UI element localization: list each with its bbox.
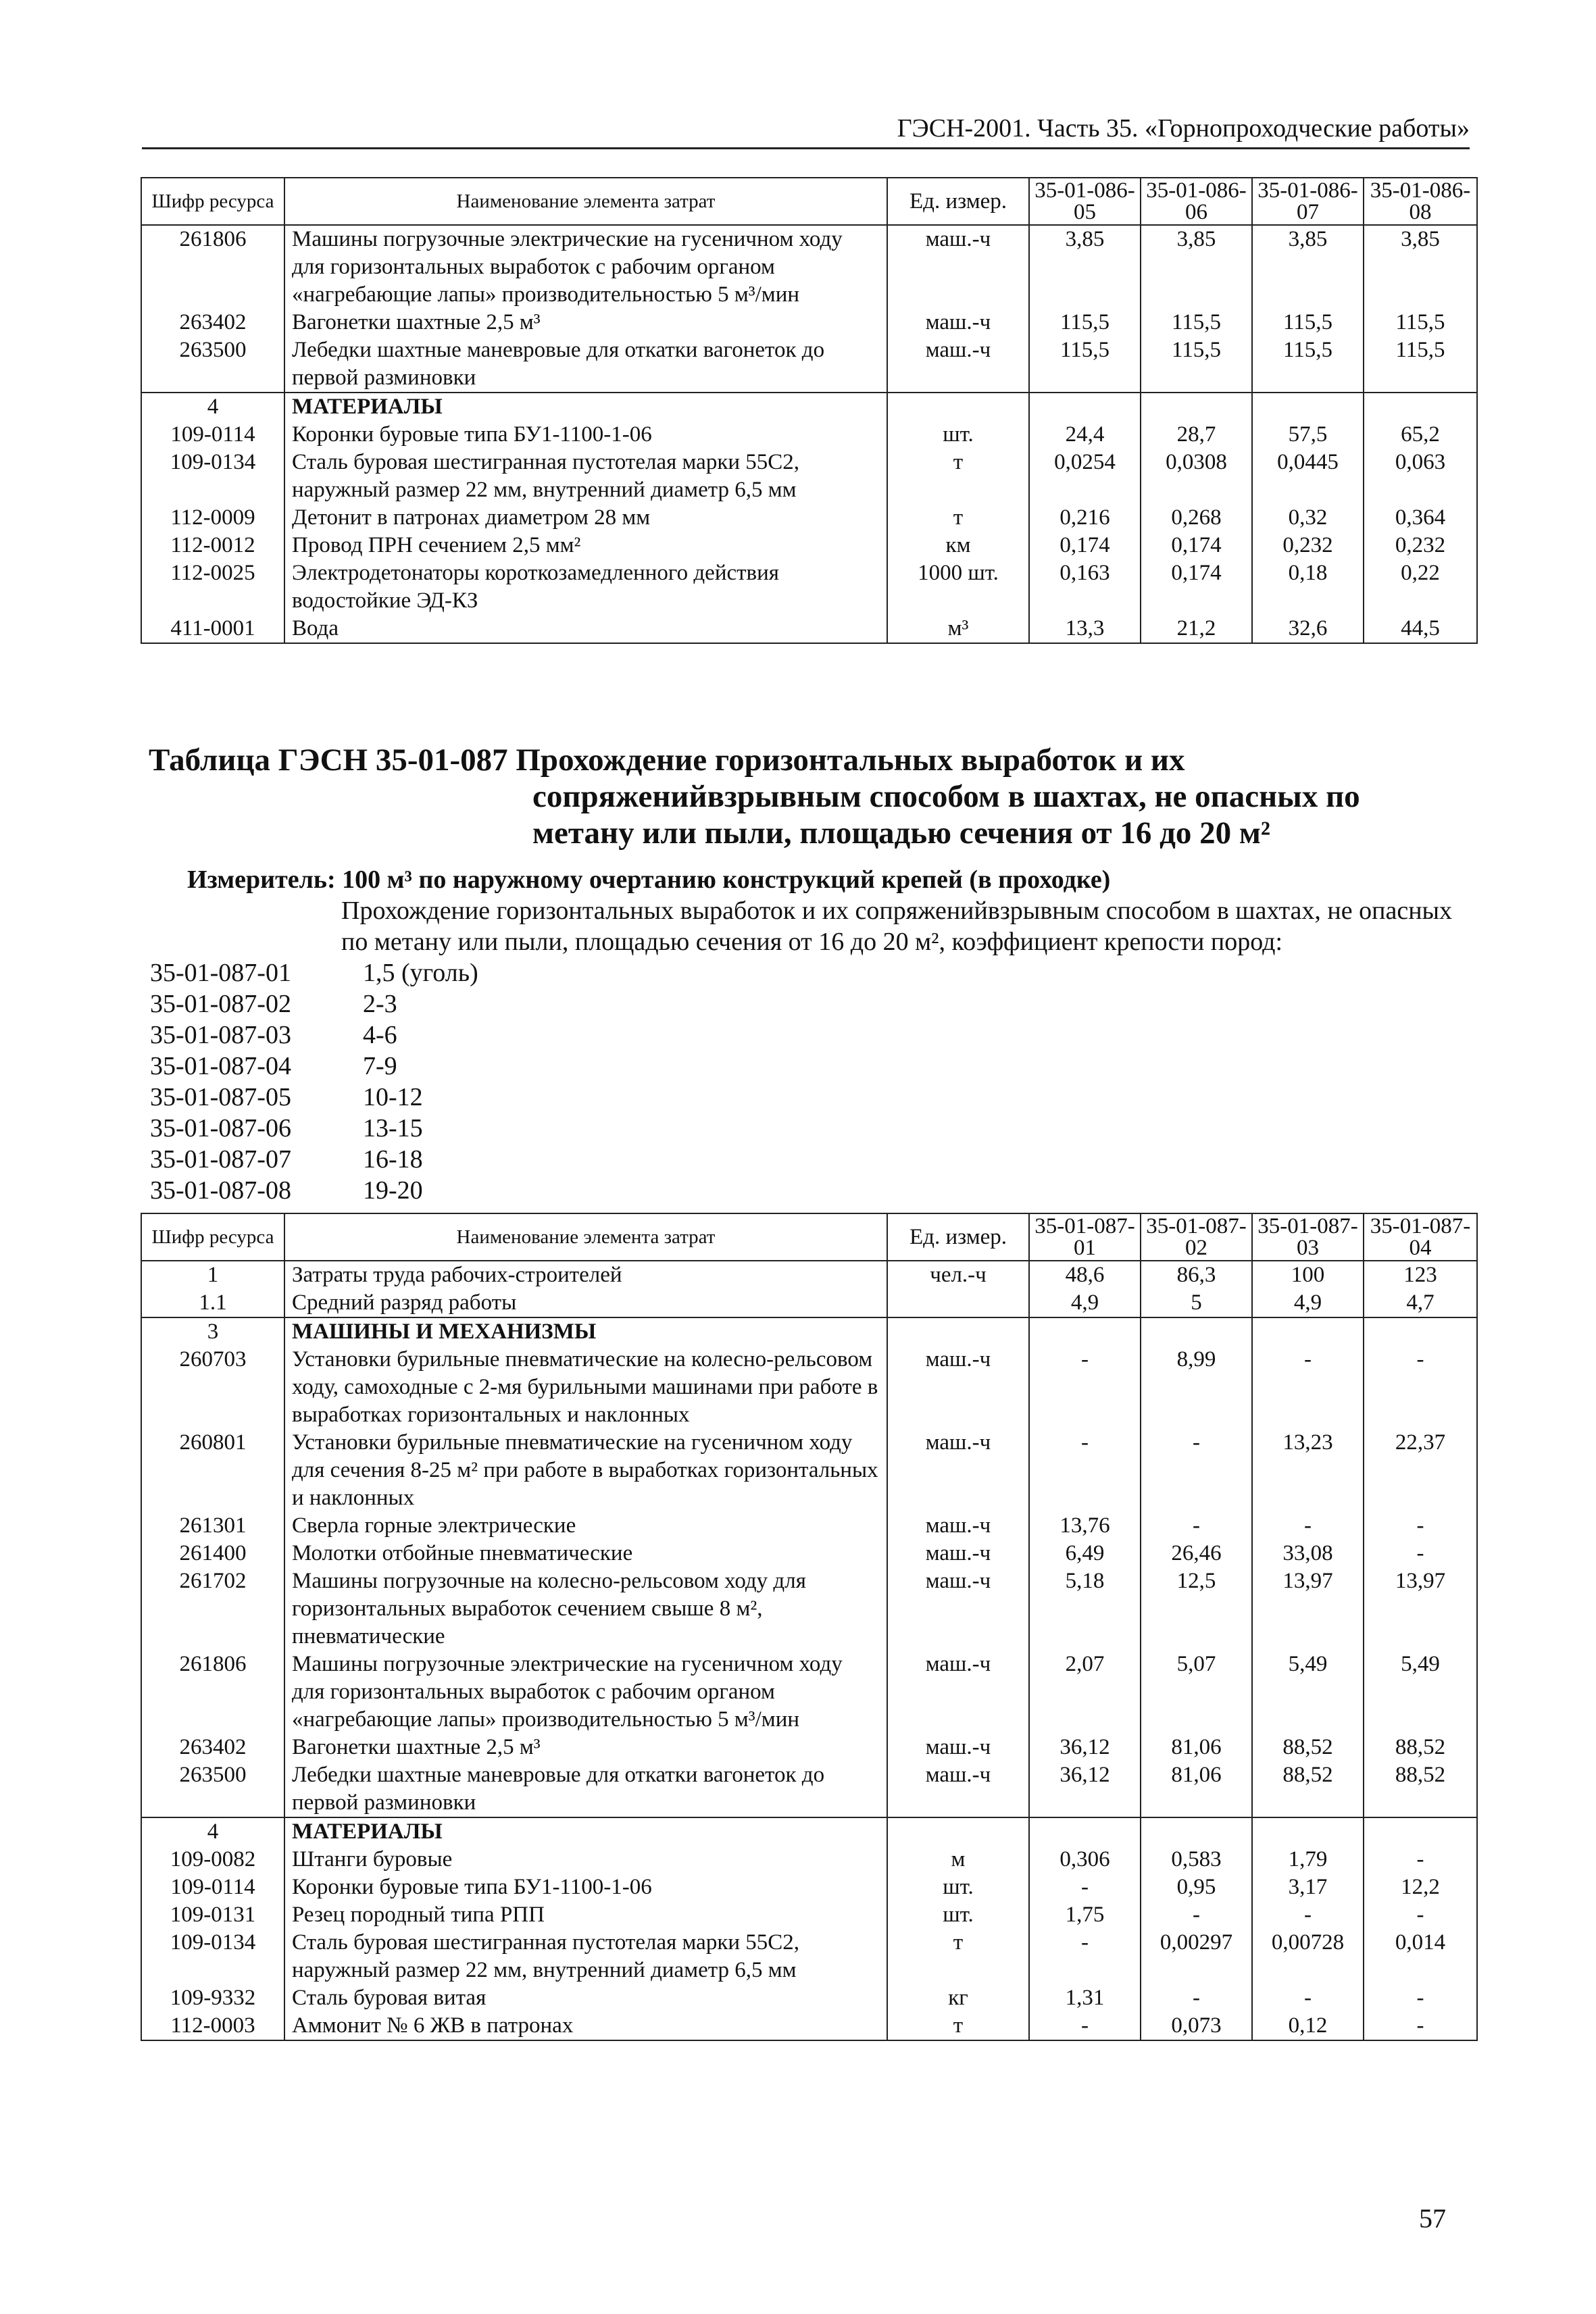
cell-value: - xyxy=(1252,1984,1364,2012)
cell-value: 13,76 xyxy=(1029,1512,1141,1540)
cell-code: 109-0114 xyxy=(141,421,284,449)
cell-value: - xyxy=(1141,1901,1252,1929)
code-list-item xyxy=(150,988,478,1020)
cell-code: 112-0012 xyxy=(141,532,284,559)
cell-unit: т xyxy=(887,2012,1029,2040)
cell-value: - xyxy=(1252,1346,1364,1429)
cell-name: Провод ПРН сечением 2,5 мм² xyxy=(284,532,887,559)
table-row xyxy=(141,1651,1477,1734)
cell-value: 57,5 xyxy=(1252,421,1364,449)
cell-value: - xyxy=(1141,1984,1252,2012)
title-line-3: метану или пыли, площадью сечения от 16 до 20 м² xyxy=(532,815,1270,851)
item-value: 4-6 xyxy=(363,1021,397,1049)
cell-value xyxy=(1141,1817,1252,1846)
resource-table-086 xyxy=(141,177,1478,644)
table-row xyxy=(141,1734,1477,1761)
cell-name: Коронки буровые типа БУ1-1100-1-06 xyxy=(284,421,887,449)
cell-name: Коронки буровые типа БУ1-1100-1-06 xyxy=(284,1873,887,1901)
item-value: 1,5 (уголь) xyxy=(363,959,478,987)
cell-value: 5,07 xyxy=(1141,1651,1252,1734)
cell-value: 0,268 xyxy=(1141,504,1252,532)
table-row xyxy=(141,449,1477,504)
cell-unit: км xyxy=(887,532,1029,559)
cell-value: - xyxy=(1252,1901,1364,1929)
cell-value: 0,364 xyxy=(1364,504,1477,532)
table-row xyxy=(141,2012,1477,2040)
cell-value: 88,52 xyxy=(1364,1734,1477,1761)
cell-unit: маш.-ч xyxy=(887,336,1029,393)
cell-code: 109-0131 xyxy=(141,1901,284,1929)
cell-name: МАТЕРИАЛЫ xyxy=(284,393,887,421)
cell-value: 48,6 xyxy=(1029,1261,1141,1289)
code-list-item xyxy=(150,1175,478,1206)
cell-value: 3,85 xyxy=(1252,225,1364,309)
cell-name: Машины погрузочные на колесно-рельсовом ходу для горизонтальных выработок сечением свыше 8 м², пневматические xyxy=(284,1567,887,1651)
cell-unit: т xyxy=(887,504,1029,532)
cell-unit xyxy=(887,1289,1029,1317)
cell-value: - xyxy=(1364,1346,1477,1429)
cell-code: 260801 xyxy=(141,1429,284,1512)
cell-unit xyxy=(887,393,1029,421)
cell-value: 0,306 xyxy=(1029,1846,1141,1873)
code-list xyxy=(150,957,478,1206)
cell-value: - xyxy=(1029,1429,1141,1512)
cell-value: 115,5 xyxy=(1029,309,1141,336)
cell-name: Затраты труда рабочих-строителей xyxy=(284,1261,887,1289)
cell-value: - xyxy=(1364,1540,1477,1567)
cell-code: 3 xyxy=(141,1317,284,1346)
cell-value xyxy=(1029,393,1141,421)
item-value: 2-3 xyxy=(363,990,397,1018)
cell-value: 13,23 xyxy=(1252,1429,1364,1512)
cell-code: 109-0134 xyxy=(141,449,284,504)
item-code: 35-01-087-03 xyxy=(150,1021,291,1049)
header-col-4: 35-01-086-08 xyxy=(1364,178,1477,225)
table-row xyxy=(141,1540,1477,1567)
cell-value: - xyxy=(1141,1512,1252,1540)
section-row xyxy=(141,1817,1477,1846)
cell-value: 115,5 xyxy=(1029,336,1141,393)
cell-value: 0,216 xyxy=(1029,504,1141,532)
cell-unit: маш.-ч xyxy=(887,225,1029,309)
code-list-item xyxy=(150,1113,478,1144)
cell-value: 5 xyxy=(1141,1289,1252,1317)
header-col-2: 35-01-087-02 xyxy=(1141,1213,1252,1261)
cell-value: 0,0445 xyxy=(1252,449,1364,504)
cell-unit xyxy=(887,1317,1029,1346)
cell-value: 65,2 xyxy=(1364,421,1477,449)
measurement-unit xyxy=(187,865,1110,895)
cell-value: 0,073 xyxy=(1141,2012,1252,2040)
cell-value xyxy=(1252,1317,1364,1346)
cell-value: - xyxy=(1364,1984,1477,2012)
meter-label: Измеритель: xyxy=(187,865,336,894)
cell-unit: чел.-ч xyxy=(887,1261,1029,1289)
cell-value: 22,37 xyxy=(1364,1429,1477,1512)
cell-value: 88,52 xyxy=(1252,1734,1364,1761)
cell-value: 12,5 xyxy=(1141,1567,1252,1651)
cell-value: 12,2 xyxy=(1364,1873,1477,1901)
cell-name: Сталь буровая шестигранная пустотелая марки 55С2, наружный размер 22 мм, внутренний диаметр 6,5 мм xyxy=(284,1929,887,1984)
table-row xyxy=(141,1873,1477,1901)
code-list-item xyxy=(150,1144,478,1175)
cell-unit: м³ xyxy=(887,615,1029,643)
cell-unit xyxy=(887,1817,1029,1846)
cell-name: Сверла горные электрические xyxy=(284,1512,887,1540)
cell-name: Электродетонаторы короткозамедленного действия водостойкие ЭД-КЗ xyxy=(284,559,887,615)
item-value: 10-12 xyxy=(363,1083,423,1111)
item-code: 35-01-087-01 xyxy=(150,959,291,987)
cell-code: 263500 xyxy=(141,336,284,393)
cell-unit: шт. xyxy=(887,1901,1029,1929)
cell-value: 4,9 xyxy=(1252,1289,1364,1317)
cell-value: 0,32 xyxy=(1252,504,1364,532)
cell-name: Сталь буровая витая xyxy=(284,1984,887,2012)
cell-value: 0,22 xyxy=(1364,559,1477,615)
title-line-2: сопряженийвзрывным способом в шахтах, не опасных по xyxy=(532,779,1360,814)
cell-value xyxy=(1252,393,1364,421)
cell-code: 109-0082 xyxy=(141,1846,284,1873)
cell-value: 13,97 xyxy=(1364,1567,1477,1651)
cell-value: 115,5 xyxy=(1141,336,1252,393)
header-name: Наименование элемента затрат xyxy=(284,178,887,225)
cell-value: - xyxy=(1029,1346,1141,1429)
cell-value: 81,06 xyxy=(1141,1734,1252,1761)
cell-value: 5,18 xyxy=(1029,1567,1141,1651)
cell-value: 3,17 xyxy=(1252,1873,1364,1901)
cell-value: 24,4 xyxy=(1029,421,1141,449)
section-row xyxy=(141,1317,1477,1346)
cell-code: 109-0134 xyxy=(141,1929,284,1984)
cell-code: 4 xyxy=(141,393,284,421)
cell-name: Лебедки шахтные маневровые для откатки вагонеток до первой разминовки xyxy=(284,1761,887,1817)
cell-code: 261702 xyxy=(141,1567,284,1651)
header-name: Наименование элемента затрат xyxy=(284,1213,887,1261)
cell-name: Машины погрузочные электрические на гусеничном ходу для горизонтальных выработок с рабочим органом «нагребающие лапы» производительностью 5 м³/мин xyxy=(284,1651,887,1734)
cell-value: 115,5 xyxy=(1141,309,1252,336)
cell-unit: т xyxy=(887,1929,1029,1984)
cell-value: 0,00297 xyxy=(1141,1929,1252,1984)
cell-code: 261301 xyxy=(141,1512,284,1540)
cell-unit: маш.-ч xyxy=(887,1346,1029,1429)
table-row xyxy=(141,225,1477,309)
cell-name: Вода xyxy=(284,615,887,643)
code-list-item xyxy=(150,957,478,988)
cell-unit: м xyxy=(887,1846,1029,1873)
table-row xyxy=(141,1761,1477,1817)
cell-value: 21,2 xyxy=(1141,615,1252,643)
header-col-3: 35-01-086-07 xyxy=(1252,178,1364,225)
item-code: 35-01-087-08 xyxy=(150,1176,291,1205)
cell-value xyxy=(1029,1817,1141,1846)
cell-code: 411-0001 xyxy=(141,615,284,643)
title-line-1: Таблица ГЭСН 35-01-087 Прохождение горизонтальных выработок и их xyxy=(149,743,1185,778)
item-value: 13-15 xyxy=(363,1114,423,1142)
cell-value: 0,12 xyxy=(1252,2012,1364,2040)
header-unit: Ед. измер. xyxy=(887,178,1029,225)
intro-paragraph: Прохождение горизонтальных выработок и их сопряженийвзрывным способом в шахтах, не опасных по метану или пыли, площадью сечения от 16 до 20 м², коэффициент крепости пород: xyxy=(341,897,1453,956)
cell-value: 36,12 xyxy=(1029,1761,1141,1817)
cell-value: 26,46 xyxy=(1141,1540,1252,1567)
cell-value: 0,00728 xyxy=(1252,1929,1364,1984)
cell-value: - xyxy=(1364,1901,1477,1929)
cell-value: 13,97 xyxy=(1252,1567,1364,1651)
cell-value: 1,75 xyxy=(1029,1901,1141,1929)
cell-value: 0,174 xyxy=(1029,532,1141,559)
cell-value: 123 xyxy=(1364,1261,1477,1289)
cell-value: - xyxy=(1029,1929,1141,1984)
cell-name: Сталь буровая шестигранная пустотелая марки 55С2, наружный размер 22 мм, внутренний диаметр 6,5 мм xyxy=(284,449,887,504)
table-row xyxy=(141,1289,1477,1317)
cell-value: 81,06 xyxy=(1141,1761,1252,1817)
table-title xyxy=(149,742,1360,851)
cell-value xyxy=(1029,1317,1141,1346)
table-body xyxy=(141,225,1477,643)
cell-value xyxy=(1364,1817,1477,1846)
table-row xyxy=(141,1567,1477,1651)
cell-unit: маш.-ч xyxy=(887,1512,1029,1540)
cell-code: 112-0025 xyxy=(141,559,284,615)
cell-value: 0,232 xyxy=(1364,532,1477,559)
cell-value: 3,85 xyxy=(1364,225,1477,309)
cell-code: 261806 xyxy=(141,225,284,309)
cell-value: 0,95 xyxy=(1141,1873,1252,1901)
cell-value xyxy=(1364,1317,1477,1346)
cell-value: 115,5 xyxy=(1252,336,1364,393)
cell-value: - xyxy=(1252,1512,1364,1540)
cell-name: Машины погрузочные электрические на гусеничном ходу для горизонтальных выработок с рабочим органом «нагребающие лапы» производительностью 5 м³/мин xyxy=(284,225,887,309)
cell-value: 3,85 xyxy=(1029,225,1141,309)
table-row xyxy=(141,336,1477,393)
cell-value: 8,99 xyxy=(1141,1346,1252,1429)
code-list-item xyxy=(150,1082,478,1113)
cell-value: - xyxy=(1364,2012,1477,2040)
cell-name: Лебедки шахтные маневровые для откатки вагонеток до первой разминовки xyxy=(284,336,887,393)
cell-value xyxy=(1252,1817,1364,1846)
table-row xyxy=(141,532,1477,559)
cell-name: Установки бурильные пневматические на колесно-рельсовом ходу, самоходные с 2-мя бурильными машинами при работе в выработках горизонтальных и наклонных xyxy=(284,1346,887,1429)
cell-value: 0,583 xyxy=(1141,1846,1252,1873)
cell-value: 0,18 xyxy=(1252,559,1364,615)
cell-value: 1,31 xyxy=(1029,1984,1141,2012)
item-code: 35-01-087-04 xyxy=(150,1052,291,1080)
table-row xyxy=(141,1846,1477,1873)
cell-value: 4,9 xyxy=(1029,1289,1141,1317)
table-row xyxy=(141,1346,1477,1429)
cell-value: 44,5 xyxy=(1364,615,1477,643)
cell-code: 263500 xyxy=(141,1761,284,1817)
cell-value: 32,6 xyxy=(1252,615,1364,643)
cell-code: 263402 xyxy=(141,1734,284,1761)
cell-code: 260703 xyxy=(141,1346,284,1429)
cell-unit: маш.-ч xyxy=(887,309,1029,336)
table-body xyxy=(141,1261,1477,2040)
header-col-1: 35-01-087-01 xyxy=(1029,1213,1141,1261)
page-number: 57 xyxy=(1419,2203,1446,2234)
running-header: ГЭСН-2001. Часть 35. «Горнопроходческие работы» xyxy=(142,114,1470,149)
cell-name: Установки бурильные пневматические на гусеничном ходу для сечения 8-25 м² при работе в выработках горизонтальных и наклонных xyxy=(284,1429,887,1512)
cell-value: 36,12 xyxy=(1029,1734,1141,1761)
header-col-2: 35-01-086-06 xyxy=(1141,178,1252,225)
cell-value: 5,49 xyxy=(1364,1651,1477,1734)
cell-code: 109-0114 xyxy=(141,1873,284,1901)
table-row xyxy=(141,1261,1477,1289)
table-row xyxy=(141,309,1477,336)
cell-value: - xyxy=(1141,1429,1252,1512)
cell-value: - xyxy=(1029,1873,1141,1901)
cell-code: 1.1 xyxy=(141,1289,284,1317)
cell-code: 4 xyxy=(141,1817,284,1846)
header-col-4: 35-01-087-04 xyxy=(1364,1213,1477,1261)
cell-name: Резец породный типа РПП xyxy=(284,1901,887,1929)
section-row xyxy=(141,393,1477,421)
cell-unit: маш.-ч xyxy=(887,1429,1029,1512)
cell-name: Средний разряд работы xyxy=(284,1289,887,1317)
header-unit: Ед. измер. xyxy=(887,1213,1029,1261)
cell-value: 0,0254 xyxy=(1029,449,1141,504)
table-header-row xyxy=(141,178,1477,225)
code-list-item xyxy=(150,1020,478,1051)
table-row xyxy=(141,1929,1477,1984)
table-row xyxy=(141,615,1477,643)
cell-value: 0,174 xyxy=(1141,532,1252,559)
cell-value: 0,063 xyxy=(1364,449,1477,504)
cell-value: 1,79 xyxy=(1252,1846,1364,1873)
cell-value: 4,7 xyxy=(1364,1289,1477,1317)
cell-value: 33,08 xyxy=(1252,1540,1364,1567)
cell-name: Штанги буровые xyxy=(284,1846,887,1873)
cell-unit: маш.-ч xyxy=(887,1567,1029,1651)
cell-value: 88,52 xyxy=(1252,1761,1364,1817)
cell-unit: кг xyxy=(887,1984,1029,2012)
header-code: Шифр ресурса xyxy=(141,1213,284,1261)
cell-code: 109-9332 xyxy=(141,1984,284,2012)
cell-name: Аммонит № 6 ЖВ в патронах xyxy=(284,2012,887,2040)
item-code: 35-01-087-05 xyxy=(150,1083,291,1111)
header-code: Шифр ресурса xyxy=(141,178,284,225)
cell-value: 0,163 xyxy=(1029,559,1141,615)
cell-code: 112-0003 xyxy=(141,2012,284,2040)
cell-value: 88,52 xyxy=(1364,1761,1477,1817)
header-col-3: 35-01-087-03 xyxy=(1252,1213,1364,1261)
cell-code: 261400 xyxy=(141,1540,284,1567)
cell-unit: маш.-ч xyxy=(887,1761,1029,1817)
table-row xyxy=(141,559,1477,615)
cell-code: 263402 xyxy=(141,309,284,336)
cell-code: 261806 xyxy=(141,1651,284,1734)
cell-name: Вагонетки шахтные 2,5 м³ xyxy=(284,1734,887,1761)
cell-value: 115,5 xyxy=(1252,309,1364,336)
item-value: 7-9 xyxy=(363,1052,397,1080)
cell-name: Вагонетки шахтные 2,5 м³ xyxy=(284,309,887,336)
item-code: 35-01-087-06 xyxy=(150,1114,291,1142)
table-row xyxy=(141,504,1477,532)
cell-unit: шт. xyxy=(887,1873,1029,1901)
table-row xyxy=(141,421,1477,449)
cell-value xyxy=(1141,1317,1252,1346)
cell-value: 13,3 xyxy=(1029,615,1141,643)
cell-value: 100 xyxy=(1252,1261,1364,1289)
table-row xyxy=(141,1984,1477,2012)
cell-code: 112-0009 xyxy=(141,504,284,532)
cell-unit: шт. xyxy=(887,421,1029,449)
item-value: 16-18 xyxy=(363,1145,423,1174)
cell-value: 0,0308 xyxy=(1141,449,1252,504)
cell-value: 86,3 xyxy=(1141,1261,1252,1289)
code-list-item xyxy=(150,1051,478,1082)
cell-value: 28,7 xyxy=(1141,421,1252,449)
cell-value: 3,85 xyxy=(1141,225,1252,309)
cell-value: 0,174 xyxy=(1141,559,1252,615)
cell-value: 0,014 xyxy=(1364,1929,1477,1984)
resource-table-087 xyxy=(141,1213,1478,2041)
item-code: 35-01-087-07 xyxy=(150,1145,291,1174)
cell-unit: т xyxy=(887,449,1029,504)
cell-value: 5,49 xyxy=(1252,1651,1364,1734)
cell-value: 115,5 xyxy=(1364,336,1477,393)
cell-value: 6,49 xyxy=(1029,1540,1141,1567)
cell-name: МАТЕРИАЛЫ xyxy=(284,1817,887,1846)
header-col-1: 35-01-086-05 xyxy=(1029,178,1141,225)
table-header-row xyxy=(141,1213,1477,1261)
cell-value xyxy=(1141,393,1252,421)
table-row xyxy=(141,1429,1477,1512)
meter-text: 100 м³ по наружному очертанию конструкций крепей (в проходке) xyxy=(342,865,1111,894)
cell-value: - xyxy=(1364,1846,1477,1873)
table-row xyxy=(141,1512,1477,1540)
cell-unit: маш.-ч xyxy=(887,1540,1029,1567)
cell-name: Детонит в патронах диаметром 28 мм xyxy=(284,504,887,532)
item-code: 35-01-087-02 xyxy=(150,990,291,1018)
cell-name: МАШИНЫ И МЕХАНИЗМЫ xyxy=(284,1317,887,1346)
item-value: 19-20 xyxy=(363,1176,423,1205)
cell-value xyxy=(1364,393,1477,421)
cell-value: 0,232 xyxy=(1252,532,1364,559)
cell-unit: 1000 шт. xyxy=(887,559,1029,615)
table-row xyxy=(141,1901,1477,1929)
cell-unit: маш.-ч xyxy=(887,1734,1029,1761)
cell-name: Молотки отбойные пневматические xyxy=(284,1540,887,1567)
cell-value: 2,07 xyxy=(1029,1651,1141,1734)
cell-value: - xyxy=(1029,2012,1141,2040)
cell-code: 1 xyxy=(141,1261,284,1289)
cell-value: 115,5 xyxy=(1364,309,1477,336)
cell-value: - xyxy=(1364,1512,1477,1540)
cell-unit: маш.-ч xyxy=(887,1651,1029,1734)
